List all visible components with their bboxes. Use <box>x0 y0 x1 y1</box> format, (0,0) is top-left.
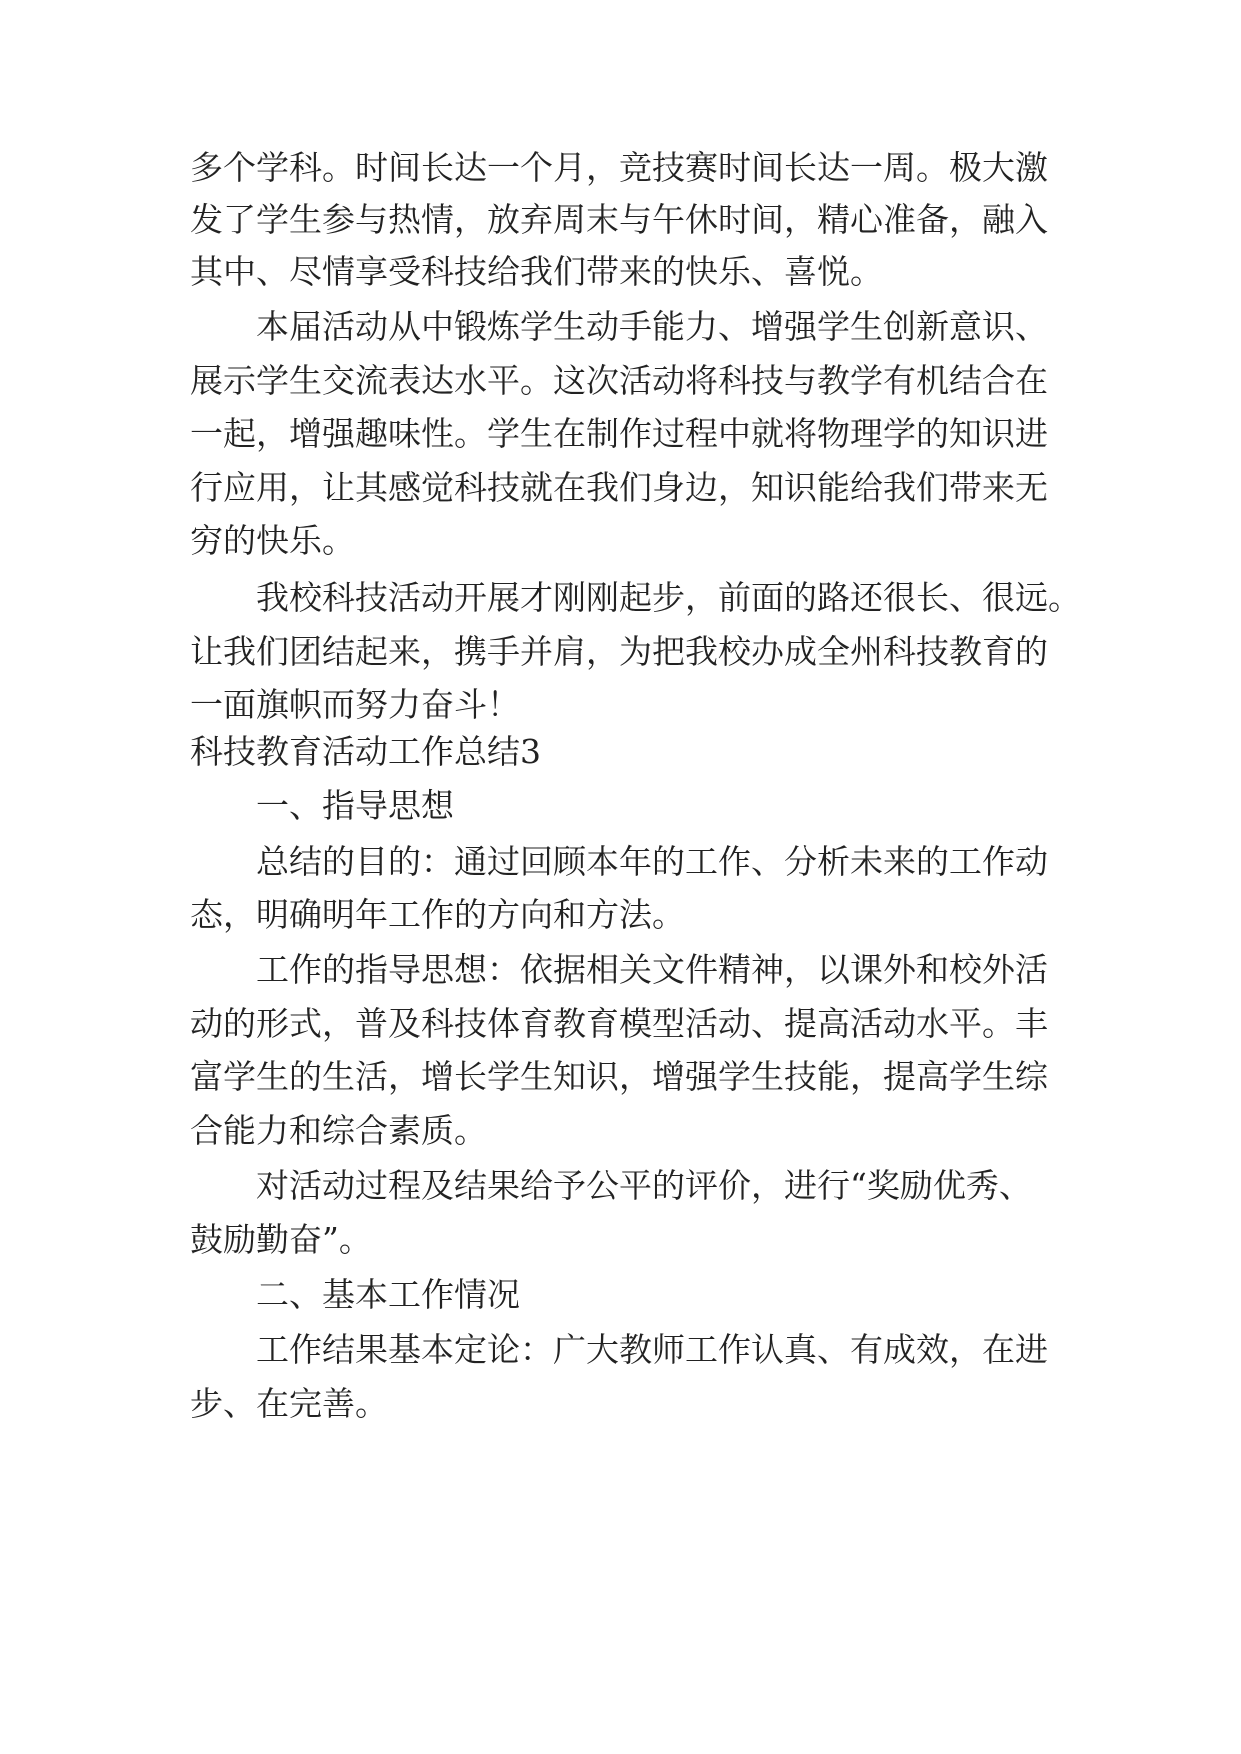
paragraph-line: 动的形式，普及科技体育教育模型活动、提高活动水平。丰 <box>190 1004 1048 1043</box>
paragraph-line: 展示学生交流表达水平。这次活动将科技与教学有机结合在 <box>190 361 1048 400</box>
paragraph-line: 步、在完善。 <box>190 1384 388 1423</box>
paragraph-line: 鼓励勤奋”。 <box>190 1220 372 1259</box>
paragraph-line: 穷的快乐。 <box>190 521 355 560</box>
paragraph-line: 对活动过程及结果给予公平的评价，进行“奖励优秀、 <box>256 1166 1032 1205</box>
section-heading: 一、指导思想 <box>256 786 454 825</box>
paragraph-line: 一面旗帜而努力奋斗！ <box>190 685 520 724</box>
paragraph-line: 发了学生参与热情，放弃周末与午休时间，精心准备，融入 <box>190 200 1048 239</box>
paragraph-line: 本届活动从中锻炼学生动手能力、增强学生创新意识、 <box>256 307 1048 346</box>
paragraph-line: 态，明确明年工作的方向和方法。 <box>190 895 685 934</box>
paragraph-line: 行应用，让其感觉科技就在我们身边，知识能给我们带来无 <box>190 468 1048 507</box>
paragraph-line: 其中、尽情享受科技给我们带来的快乐、喜悦。 <box>190 252 883 291</box>
paragraph-line: 工作结果基本定论：广大教师工作认真、有成效，在进 <box>256 1330 1048 1369</box>
section-heading: 二、基本工作情况 <box>256 1275 520 1314</box>
paragraph-line: 合能力和综合素质。 <box>190 1111 487 1150</box>
paragraph-line: 富学生的生活，增长学生知识，增强学生技能，提高学生综 <box>190 1057 1048 1096</box>
paragraph-line: 我校科技活动开展才刚刚起步，前面的路还很长、很远。 <box>256 578 1081 617</box>
paragraph-line: 多个学科。时间长达一个月，竞技赛时间长达一周。极大激 <box>190 148 1048 187</box>
paragraph-line: 工作的指导思想：依据相关文件精神，以课外和校外活 <box>256 950 1048 989</box>
paragraph-line: 一起，增强趣味性。学生在制作过程中就将物理学的知识进 <box>190 414 1048 453</box>
section-title: 科技教育活动工作总结3 <box>190 732 541 771</box>
paragraph-line: 总结的目的：通过回顾本年的工作、分析未来的工作动 <box>256 842 1048 881</box>
paragraph-line: 让我们团结起来，携手并肩，为把我校办成全州科技教育的 <box>190 632 1048 671</box>
